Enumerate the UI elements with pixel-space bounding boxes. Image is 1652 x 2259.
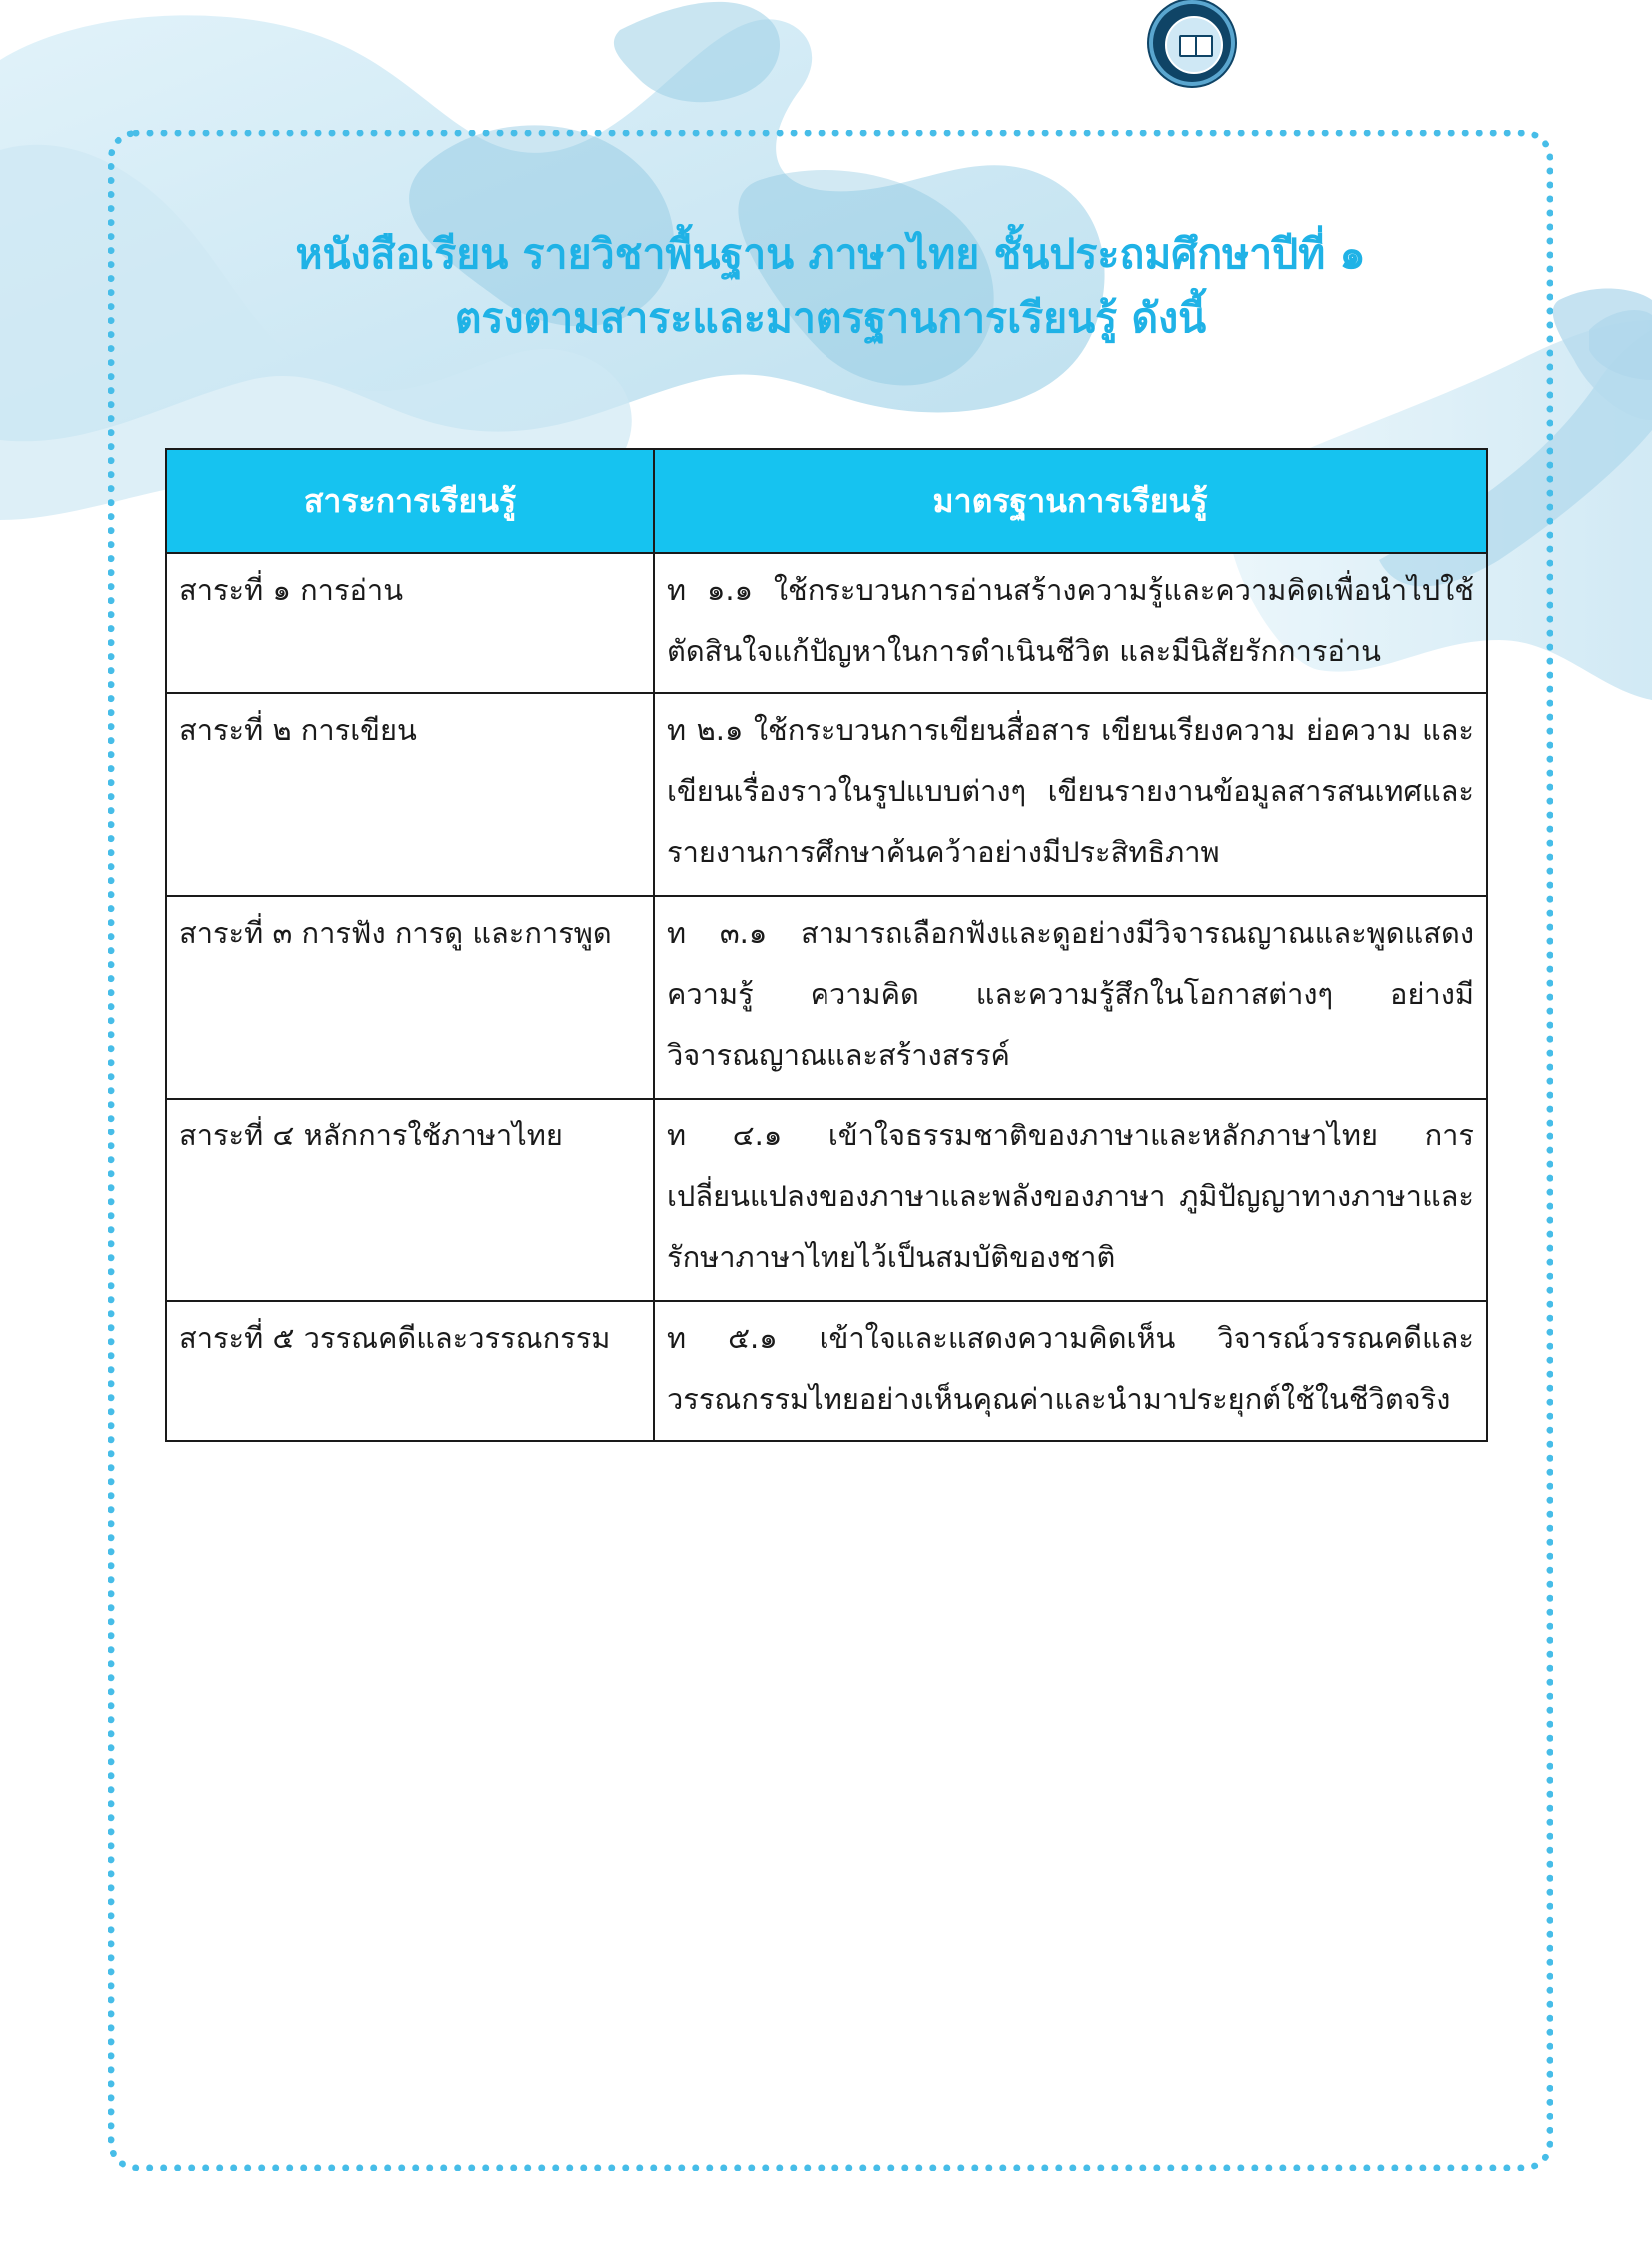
title-line-2: ตรงตามสาระและมาตรฐานการเรียนรู้ ดังนี้ [454,294,1207,342]
strand-cell: สาระที่ ๕ วรรณคดีและวรรณกรรม [166,1301,654,1441]
emblem-inner-circle [1165,16,1223,74]
strand-cell: สาระที่ ๓ การฟัง การดู และการพูด [166,896,654,1099]
table-row [166,693,1487,896]
column-header-standard: มาตรฐานการเรียนรู้ [654,449,1487,553]
strand-cell: สาระที่ ๔ หลักการใช้ภาษาไทย [166,1099,654,1301]
table-row [166,1301,1487,1441]
standard-cell: ท ๑.๑ ใช้กระบวนการอ่านสร้างความรู้และความคิดเพื่อนำไปใช้ตัดสินใจแก้ปัญหาในการดำเนินชีวิต และมีนิสัยรักการอ่าน [654,553,1487,693]
strand-cell: สาระที่ ๒ การเขียน [166,693,654,896]
curriculum-standards-table [165,448,1488,1442]
column-header-strand: สาระการเรียนรู้ [166,449,654,553]
strand-cell: สาระที่ ๑ การอ่าน [166,553,654,693]
table-row [166,1099,1487,1301]
standard-cell: ท ๔.๑ เข้าใจธรรมชาติของภาษาและหลักภาษาไทย การเปลี่ยนแปลงของภาษาและพลังของภาษา ภูมิปัญญาทางภาษาและรักษาภาษาไทยไว้เป็นสมบัติของชาติ [654,1099,1487,1301]
table-row [166,553,1487,693]
page-title [108,222,1553,350]
title-line-1: หนังสือเรียน รายวิชาพื้นฐาน ภาษาไทย ชั้นประถมศึกษาปีที่ ๑ [295,230,1366,278]
standard-cell: ท ๒.๑ ใช้กระบวนการเขียนสื่อสาร เขียนเรียงความ ย่อความ และเขียนเรื่องราวในรูปแบบต่างๆ เขียนรายงานข้อมูลสารสนเทศและรายงานการศึกษาค้นคว้าอย่างมีประสิทธิภาพ [654,693,1487,896]
standard-cell: ท ๕.๑ เข้าใจและแสดงความคิดเห็น วิจารณ์วรรณคดีและวรรณกรรมไทยอย่างเห็นคุณค่าและนำมาประยุกต์ใช้ในชีวิตจริง [654,1301,1487,1441]
table-header-row [166,449,1487,553]
school-emblem [1149,0,1235,86]
standard-cell: ท ๓.๑ สามารถเลือกฟังและดูอย่างมีวิจารณญาณและพูดแสดงความรู้ ความคิด และความรู้สึกในโอกาสต่างๆ อย่างมีวิจารณญาณและสร้างสรรค์ [654,896,1487,1099]
table-row [166,896,1487,1099]
book-emblem-icon [1179,35,1213,57]
